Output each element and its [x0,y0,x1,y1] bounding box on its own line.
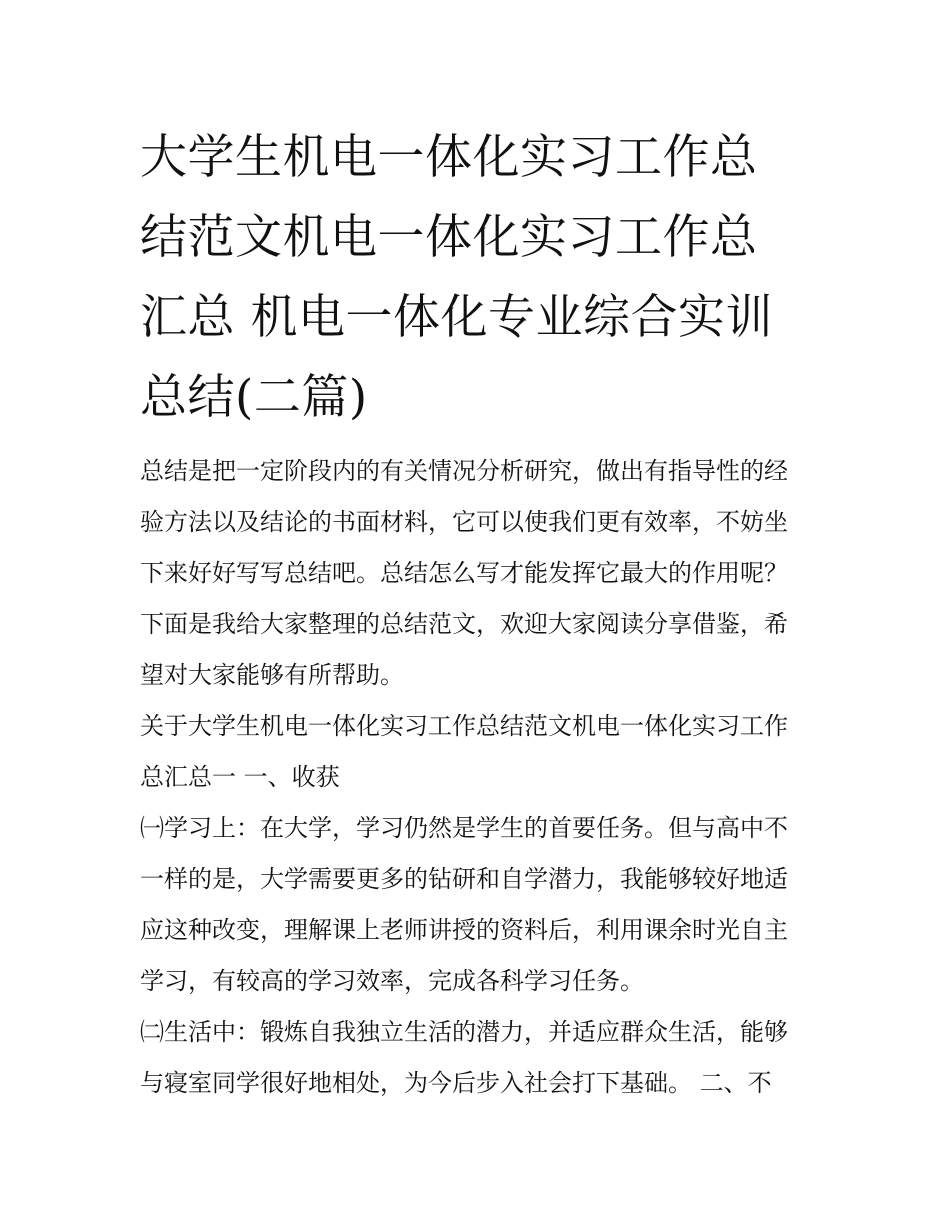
document-title: 大学生机电一体化实习工作总 结范文机电一体化实习工作总 汇总 机电一体化专业综合实训 总结(二篇) [140,130,773,425]
paragraph-study: ㈠学习上：在大学，学习仍然是学生的首要任务。但与高中不 一样的是，大学需要更多的钻研和自学潜力，我能够较好地适 应这种改变，理解课上老师讲授的资料后，利用课余时光自主 学习，有较高的学习效率，完成各科学习任务。 [140,814,788,995]
document-page [140,118,812,1109]
paragraph-section-heading: 关于大学生机电一体化实习工作总结范文机电一体化实习工作 总汇总一 一、收获 [140,712,788,791]
paragraph-intro: 总结是把一定阶段内的有关情况分析研究，做出有指导性的经 验方法以及结论的书面材料，它可以使我们更有效率，不妨坐 下来好好写写总结吧。总结怎么写才能发挥它最大的作用呢？ 下面是我给大家整理的总结范文，欢迎大家阅读分享借鉴，希 望对大家能够有所帮助。 [140,457,788,689]
paragraph-life: ㈡生活中：锻炼自我独立生活的潜力，并适应群众生活，能够 与寝室同学很好地相处，为今后步入社会打下基础。 二、不 [140,1018,788,1097]
